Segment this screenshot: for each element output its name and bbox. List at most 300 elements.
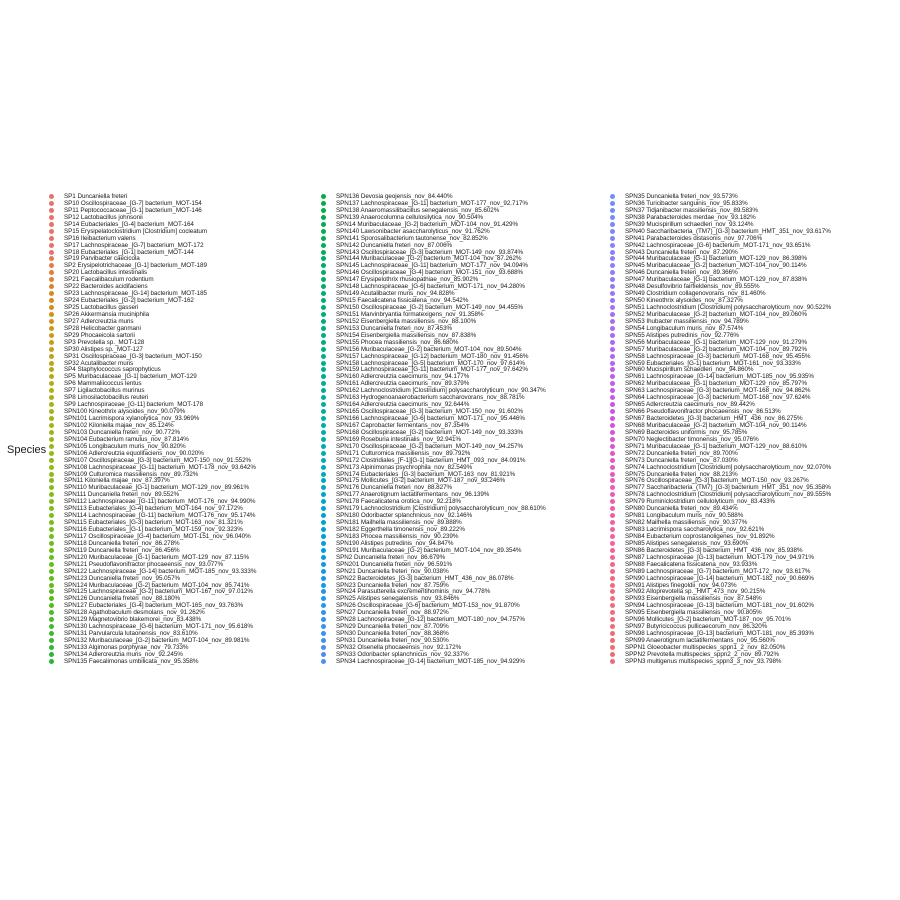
legend-label: SPN140 Lawsonibacter asaccharolyticus_nov_91.762% — [336, 227, 490, 235]
legend-key-dot — [610, 645, 615, 650]
legend-label: SPN141 Sporosalibacterium tautonense_nov_82.852% — [336, 234, 488, 242]
legend-label: SPN15 Faecalicatena fissicatena_nov_94.542% — [336, 297, 469, 305]
legend-key-dot — [49, 589, 54, 594]
legend-key-dot — [49, 430, 54, 435]
legend-key-dot — [321, 388, 326, 393]
legend-label: SP26 Akkermansia muciniphila — [64, 310, 150, 318]
legend-key-dot — [610, 222, 615, 227]
legend-key-dot — [610, 347, 615, 352]
legend-key-dot — [610, 596, 615, 601]
legend-label: SPN162 Lachnoclostridium [Clostridium] polysaccharolyticum_nov_90.347% — [336, 387, 546, 395]
legend-key-dot — [49, 208, 54, 213]
legend-label: SPN120 Muribaculaceae_[G-1] bacterium_MOT-129_nov_87.115% — [64, 553, 249, 561]
legend-label: SPN135 Faecalimonas umbilicata_nov_95.358% — [64, 657, 199, 665]
legend-key-dot — [610, 541, 615, 546]
legend-label: SPN35 Duncaniella freteri_nov_93.573% — [625, 193, 738, 200]
legend-key-dot — [321, 478, 326, 483]
legend-label: SPN52 Muribaculaceae_[G-2] bacterium_MOT-104_nov_89.060% — [625, 310, 808, 318]
legend-key-dot — [610, 520, 615, 525]
legend-key-dot — [610, 201, 615, 206]
legend-key-dot — [49, 541, 54, 546]
legend-key-dot — [321, 603, 326, 608]
legend-label: SPN176 Duncaniella freteri_nov_88.827% — [336, 484, 453, 492]
legend-label: SPN91 Alistipes finegoldii_nov_94.073% — [625, 581, 737, 589]
legend-key-dot — [49, 236, 54, 241]
legend-label: SPN201 Duncaniella freteri_nov_96.591% — [336, 560, 453, 568]
legend-label: SPN150 Oscillospiraceae_[G-2] bacterium_MOT-149_nov_94.455% — [336, 304, 524, 311]
legend-key-dot — [321, 395, 326, 400]
legend-label: SPN87 Lachnospiraceae_[G-13] bacterium_MOT-179_nov_94.971% — [625, 553, 814, 561]
legend-key-dot — [610, 361, 615, 366]
legend-key-dot — [49, 583, 54, 588]
legend-key-dot — [321, 513, 326, 518]
legend-label: SPN114 Lachnospiraceae_[G-11] bacterium_MOT-176_nov_95.174% — [64, 512, 256, 520]
legend-label: SPN112 Lachnospiraceae_[G-11] bacterium_MOT-176_nov_94.990% — [64, 498, 256, 506]
legend-key-dot — [49, 492, 54, 497]
legend-label: SPN88 Faecalicatena fissicatena_nov_93.933% — [625, 560, 758, 568]
legend-key-dot — [49, 388, 54, 393]
legend-label: SPN90 Lachnospiraceae_[G-14] bacterium_MOT-182_nov_90.669% — [625, 574, 814, 582]
legend-label: SPN152 Eisenbergiella massiliensis_nov_88.100% — [336, 317, 477, 325]
legend-key-dot — [610, 326, 615, 331]
legend-key-dot — [610, 569, 615, 574]
legend-label: SPN40 Saccharibacteria_(TM7)_[G-3] bacterium_HMT_351_nov_93.617% — [625, 227, 831, 235]
legend-label: SPN101 Lacrimispora xylanolytica_nov_93.969% — [64, 415, 200, 422]
legend-label: SPN50 Kineothrix alysoides_nov_87.327% — [625, 297, 743, 305]
legend-label: SP2 Erysipelotrichaceae_[G-1] bacterium_MOT-189 — [64, 262, 207, 270]
legend-label: SPN128 Agathobaculum desmolans_nov_91.262% — [64, 609, 205, 617]
legend-key-dot — [49, 638, 54, 643]
legend-label: SP21 Faecalibaculum rodentium — [64, 276, 154, 284]
legend-label: SP15 Erysipelatoclostridium [Clostridium] cocleatum — [64, 227, 208, 235]
legend-label: SPN93 Eisenbergiella massiliensis_nov_87.548% — [625, 595, 762, 603]
legend-label: SP23 Lachnospiraceae_[G-14] bacterium_MOT-185 — [64, 290, 208, 298]
legend-label: SPN30 Duncaniella freteri_nov_88.368% — [336, 630, 449, 638]
legend-key-dot — [610, 194, 615, 199]
legend-key-dot — [321, 194, 326, 199]
legend-label: SPN163 Hydrogenoanaerobacterium saccharovorans_nov_88.781% — [336, 394, 525, 402]
legend-key-dot — [49, 319, 54, 324]
legend-label: SPN168 Oscillospiraceae_[G-2] bacterium_MOT-149_nov_93.333% — [336, 428, 524, 436]
legend-label: SPN74 Lachnoclostridium [Clostridium] polysaccharolyticum_nov_92.070% — [625, 463, 832, 471]
legend-label: SPN63 Lachnospiraceae_[G-3] bacterium_MOT-168_nov_94.862% — [625, 387, 811, 395]
legend-title: Species — [7, 444, 47, 456]
legend-label: SPN72 Duncaniella freteri_nov_89.700% — [625, 449, 738, 457]
legend-key-dot — [321, 645, 326, 650]
legend-label: SPN143 Oscillospiraceae_[G-3] bacterium_MOT-149_nov_93.874% — [336, 248, 524, 256]
legend-key-dot — [610, 354, 615, 359]
legend-label: SP24 Eubacteriales_[G-2] bacterium_MOT-162 — [64, 297, 194, 305]
legend-key-dot — [321, 367, 326, 372]
legend-key-dot — [321, 624, 326, 629]
legend-label: SPN85 Alistipes senegalensis_nov_93.690% — [625, 539, 749, 547]
legend-label: SPPN3 multigenus multispecies_sppn3_3_nov_93.798% — [625, 657, 782, 665]
legend-label: SPN122 Lachnospiraceae_[G-14] bacterium_MOT-185_nov_93.333% — [64, 567, 257, 575]
legend-label: SPN23 Duncaniella freteri_nov_87.759% — [336, 581, 449, 589]
legend-label: SPN65 Adlercreutzia caecimuris_nov_89.442% — [625, 401, 755, 409]
legend-key-dot — [321, 610, 326, 615]
legend-key-dot — [49, 485, 54, 490]
legend-label: SPN25 Alistipes senegalensis_nov_93.846% — [336, 595, 460, 603]
legend-key-dot — [610, 659, 615, 664]
legend-label: SPN32 Olsenella phocaeensis_nov_92.172% — [336, 643, 462, 651]
legend-key-dot — [321, 638, 326, 643]
legend-label: SP29 Phocaeicola sartorii — [64, 331, 135, 339]
legend-label: SPPN1 Gloeobacter multispecies_sppn1_2_nov_82.050% — [625, 643, 786, 651]
legend-key-dot — [49, 548, 54, 553]
legend-key-dot — [321, 583, 326, 588]
legend-label: SPN117 Oscillospiraceae_[G-4] bacterium_MOT-151_nov_96.040% — [64, 532, 251, 540]
legend-label: SPN39 Mucispirillum schaedleri_nov_93.124% — [625, 220, 754, 228]
legend-label: SPN110 Muribaculaceae_[G-1] bacterium_MOT-129_nov_89.961% — [64, 484, 249, 492]
legend-label: SP28 Helicobacter ganmani — [64, 324, 141, 332]
legend-key-dot — [321, 423, 326, 428]
legend-key-dot — [321, 562, 326, 567]
legend-key-dot — [610, 478, 615, 483]
legend-label: SPN111 Duncaniella freteri_nov_89.552% — [64, 491, 180, 499]
legend-label: SP1 Duncaniella freteri — [64, 193, 128, 200]
legend-label: SPN116 Eubacteriales_[G-1] bacterium_MOT-159_nov_92.323% — [64, 526, 243, 533]
legend-label: SPN62 Muribaculaceae_[G-1] bacterium_MOT-129_nov_85.797% — [625, 380, 808, 388]
legend-key-dot — [49, 478, 54, 483]
legend-key-dot — [610, 638, 615, 643]
legend-key-dot — [610, 555, 615, 560]
legend-label: SPN2 Duncaniella freteri_nov_86.679% — [336, 553, 446, 561]
legend-label: SPN75 Duncaniella freteri_nov_88.213% — [625, 470, 738, 478]
legend-label: SPN109 Culturomica massiliensis_nov_89.732% — [64, 470, 199, 478]
legend-label: SPN61 Lachnospiraceae_[G-14] bacterium_MOT-185_nov_95.935% — [625, 373, 814, 381]
legend-key-dot — [321, 499, 326, 504]
legend-key-dot — [610, 236, 615, 241]
legend-label: SP3 Prevotella sp._MOT-128 — [64, 338, 145, 346]
legend-label: SPN166 Lachnospiraceae_[G-6] bacterium_MOT-171_nov_95.446% — [336, 415, 525, 422]
legend-label: SPN148 Lachnospiraceae_[G-6] bacterium_MOT-171_nov_94.280% — [336, 283, 525, 291]
legend-label: SPN83 Lacrimispora saccharolytica_nov_92.621% — [625, 526, 765, 533]
legend-label: SPN139 Anaerocolumna cellulosilytica_nov_90.504% — [336, 213, 484, 221]
legend-key-dot — [610, 527, 615, 532]
legend-key-dot — [321, 374, 326, 379]
legend-label: SPN132 Muribaculaceae_[G-2] bacterium_MOT-104_nov_89.981% — [64, 637, 250, 644]
legend-label: SPN145 Lachnospiraceae_[G-11] bacterium_MOT-177_nov_94.094% — [336, 262, 528, 270]
legend-key-dot — [49, 229, 54, 234]
legend-label: SPN108 Lachnospiraceae_[G-11] bacterium_MOT-178_nov_93.642% — [64, 463, 256, 471]
legend-key-dot — [610, 458, 615, 463]
legend-label: SPN47 Muribaculaceae_[G-1] bacterium_MOT-129_nov_87.838% — [625, 276, 808, 284]
legend-label: SPN118 Duncaniella freteri_nov_86.278% — [64, 539, 180, 547]
legend-key-dot — [610, 506, 615, 511]
legend-key-dot — [49, 472, 54, 477]
legend-key-dot — [321, 576, 326, 581]
legend-key-dot — [49, 354, 54, 359]
legend-key-dot — [321, 555, 326, 560]
legend-label: SPN100 Kineothrix alysoides_nov_90.079% — [64, 408, 186, 416]
legend-key-dot — [610, 381, 615, 386]
legend-label: SPN76 Oscillospiraceae_[G-3] bacterium_MOT-150_nov_93.267% — [625, 477, 809, 485]
legend-key-dot — [49, 402, 54, 407]
legend-label: SPN82 Mailhella massiliensis_nov_90.377% — [625, 519, 748, 527]
legend-label: SPN59 Eubacteriales_[G-1] bacterium_MOT-161_nov_93.333% — [625, 359, 801, 367]
legend-key-dot — [49, 506, 54, 511]
legend-label: SPN190 Alistipes putredinis_nov_94.847% — [336, 539, 454, 547]
legend-label: SPN133 Algimonas porphyrae_nov_79.733% — [64, 643, 189, 651]
legend-key-dot — [49, 222, 54, 227]
legend-label: SPN153 Duncaniella freteri_nov_87.453% — [336, 324, 453, 332]
legend-key-dot — [321, 291, 326, 296]
legend-key-dot — [49, 409, 54, 414]
legend-key-dot — [610, 472, 615, 477]
legend-label: SPN146 Oscillospiraceae_[G-4] bacterium_MOT-151_nov_93.688% — [336, 269, 524, 277]
legend-label: SPN134 Adlercreutzia muris_nov_92.245% — [64, 650, 183, 658]
legend-label: SPN171 Culturomica massiliensis_nov_89.792% — [336, 449, 471, 457]
legend-key-dot — [49, 270, 54, 275]
legend-key-dot — [321, 298, 326, 303]
legend-label: SPN147 Erysipelothrix rhusiopathiae_nov_85.902% — [336, 276, 479, 284]
legend-key-dot — [610, 333, 615, 338]
legend-label: SPN80 Duncaniella freteri_nov_89.434% — [625, 505, 738, 513]
legend-key-dot — [610, 548, 615, 553]
legend-key-dot — [49, 437, 54, 442]
legend-key-dot — [321, 215, 326, 220]
legend-key-dot — [49, 499, 54, 504]
legend-key-dot — [321, 361, 326, 366]
legend-key-dot — [49, 624, 54, 629]
legend-key-dot — [49, 423, 54, 428]
legend-key-dot — [49, 305, 54, 310]
legend-key-dot — [610, 534, 615, 539]
legend-key-dot — [321, 229, 326, 234]
legend-label: SPN55 Alistipes putredinis_nov_92.776% — [625, 331, 739, 339]
legend-key-dot — [49, 652, 54, 657]
legend-label: SPN169 Roseburia intestinalis_nov_92.941% — [336, 435, 462, 443]
legend-key-dot — [49, 562, 54, 567]
legend-label: SPN180 Odoribacter splanchnicus_nov_92.146% — [336, 512, 473, 520]
legend-key-dot — [610, 589, 615, 594]
legend-label: SPN11 Kiloniella majae_nov_87.397% — [64, 477, 170, 485]
legend-label: SPN21 Duncaniella freteri_nov_90.038% — [336, 567, 449, 575]
legend-label: SP16 Ileibacterium valens — [64, 234, 136, 242]
legend-key-dot — [49, 284, 54, 289]
legend-label: SPN161 Adlercreutzia caecimuris_nov_89.379% — [336, 380, 470, 388]
legend-label: SPN43 Duncaniella freteri_nov_87.290% — [625, 248, 738, 256]
legend-label: SP8 Limosilactobacillus reuteri — [64, 394, 149, 402]
legend-key-dot — [610, 263, 615, 268]
legend-key-dot — [610, 395, 615, 400]
legend-key-dot — [610, 215, 615, 220]
legend-key-dot — [321, 485, 326, 490]
legend-key-dot — [49, 333, 54, 338]
legend-label: SP19 Parvibacter caecicola — [64, 255, 140, 263]
legend-key-dot — [321, 617, 326, 622]
legend-label: SPN106 Adlercreutzia equolifaciens_nov_90.020% — [64, 449, 204, 457]
legend-label: SPN57 Muribaculaceae_[G-2] bacterium_MOT-104_nov_89.792% — [625, 345, 808, 353]
legend-key-dot — [49, 576, 54, 581]
legend-key-dot — [49, 555, 54, 560]
legend-label: SPN92 Alloprevotella sp._HMT_473_nov_90.215% — [625, 588, 766, 596]
legend-key-dot — [321, 548, 326, 553]
legend-label: SPN26 Oscillospiraceae_[G-6] bacterium_MOT-153_nov_91.870% — [336, 602, 520, 610]
legend-label: SPN48 Desulfovibrio fairfieldensis_nov_89.555% — [625, 283, 760, 291]
legend-key-dot — [49, 631, 54, 636]
legend-key-dot — [49, 215, 54, 220]
legend-key-dot — [610, 485, 615, 490]
legend-label: SPN159 Lachnospiraceae_[G-11] bacterium_MOT-177_nov_97.642% — [336, 366, 528, 374]
legend-label: SP32 Acutalibacter muris — [64, 359, 134, 367]
legend-label: SP30 Alistipes sp._MOT-127 — [64, 345, 143, 353]
legend-key-dot — [610, 340, 615, 345]
legend-label: SPN182 Eggerthella timonensis_nov_89.222% — [336, 526, 465, 533]
legend-label: SPN31 Duncaniella freteri_nov_90.530% — [336, 637, 449, 644]
legend-label: SPN96 Mollicutes_[G-2] bacterium_MOT-187_nov_95.701% — [625, 616, 791, 624]
legend-key-dot — [49, 347, 54, 352]
legend-key-dot — [610, 562, 615, 567]
legend-label: SPN183 Phocea massiliensis_nov_90.239% — [336, 532, 459, 540]
legend-label: SPN14 Muribaculaceae_[G-2] bacterium_MOT-104_nov_91.429% — [336, 220, 519, 228]
legend-key-dot — [321, 430, 326, 435]
legend-label: SPN95 Eisenbergiella massiliensis_nov_90.805% — [625, 609, 762, 617]
legend-key-dot — [49, 513, 54, 518]
legend-label: SPN79 Ruminiclostridium cellulolyticum_nov_83.433% — [625, 498, 776, 506]
legend-label: SPN173 Alpinimonas psychrophila_nov_82.549% — [336, 463, 473, 471]
legend-label: SPN138 Anaeromassilibacillus senegalensis_nov_85.602% — [336, 206, 500, 214]
legend-label: SPN127 Eubacteriales_[G-4] bacterium_MOT-165_nov_93.763% — [64, 602, 244, 610]
legend-key-dot — [610, 229, 615, 234]
legend-label: SPN177 Anaerotignum lactatifermentans_nov_96.139% — [336, 491, 490, 499]
legend-label: SPN175 Mollicutes_[G-2] bacterium_MOT-187_nov_93.246% — [336, 477, 506, 485]
legend-key-dot — [321, 222, 326, 227]
legend-label: SPN53 Ihubacter massiliensis_nov_94.789% — [625, 317, 749, 325]
legend-key-dot — [610, 513, 615, 518]
legend-key-dot — [610, 367, 615, 372]
legend-key-dot — [49, 201, 54, 206]
legend-key-dot — [321, 347, 326, 352]
legend-key-dot — [610, 430, 615, 435]
legend-label: SPN44 Muribaculaceae_[G-1] bacterium_MOT-129_nov_86.398% — [625, 255, 808, 263]
legend-label: SP6 Mammaliicoccus lentus — [64, 380, 142, 388]
legend-key-dot — [321, 333, 326, 338]
legend-label: SPPN2 Prevotella multispecies_sppn2_2_nov_89.792% — [625, 650, 780, 658]
legend-label: SPN38 Parabacteroides merdae_nov_93.182% — [625, 213, 756, 221]
legend-label: SPN191 Muribaculaceae_[G-2] bacterium_MOT-104_nov_89.354% — [336, 546, 522, 554]
legend-label: SPN130 Lachnospiraceae_[G-6] bacterium_MOT-171_nov_95.618% — [64, 623, 253, 631]
legend-key-dot — [610, 319, 615, 324]
legend-key-dot — [49, 659, 54, 664]
legend-label: SPN142 Duncaniella freteri_nov_87.006% — [336, 241, 453, 249]
legend-label: SPN94 Lachnospiraceae_[G-13] bacterium_MOT-181_nov_91.602% — [625, 602, 814, 610]
legend-key-dot — [321, 250, 326, 255]
legend-key-dot — [321, 506, 326, 511]
legend-key-dot — [610, 243, 615, 248]
legend-label: SPN77 Saccharibacteria_(TM7)_[G-3] bacterium_HMT_351_nov_95.358% — [625, 484, 831, 492]
legend-label: SPN174 Eubacteriales_[G-3] bacterium_MOT-163_nov_81.921% — [336, 470, 516, 478]
legend-key-dot — [49, 645, 54, 650]
legend-key-dot — [610, 631, 615, 636]
legend-key-dot — [610, 298, 615, 303]
legend-label: SPN46 Duncaniella freteri_nov_89.366% — [625, 269, 738, 277]
legend-label: SPN67 Bacteroidetes_[G-3] bacterium_HMT_436_nov_86.275% — [625, 415, 803, 422]
legend-key-dot — [321, 659, 326, 664]
legend-label: SPN164 Adlercreutzia caecimuris_nov_92.644% — [336, 401, 470, 409]
legend-label: SPN29 Duncaniella freteri_nov_87.709% — [336, 623, 449, 631]
legend-label: SP17 Lachnospiraceae_[G-7] bacterium_MOT-172 — [64, 241, 204, 249]
legend-label: SPN105 Longibaculum muris_nov_90.820% — [64, 442, 186, 450]
legend-key-dot — [610, 465, 615, 470]
legend-key-dot — [610, 437, 615, 442]
legend-label: SPN156 Muribaculaceae_[G-2] bacterium_MOT-104_nov_89.504% — [336, 345, 522, 353]
legend-key-dot — [49, 617, 54, 622]
legend-label: SPN73 Duncaniella freteri_nov_87.030% — [625, 456, 738, 464]
legend-label: SPN131 Parvularcula lutaonensis_nov_83.610% — [64, 630, 198, 638]
legend-key-dot — [610, 583, 615, 588]
legend-key-dot — [49, 194, 54, 199]
legend-key-dot — [321, 472, 326, 477]
legend-key-dot — [321, 437, 326, 442]
legend-label: SPN70 Neglectibacter timonensis_nov_95.076% — [625, 435, 759, 443]
legend-key-dot — [610, 208, 615, 213]
legend-label: SPN126 Duncaniella freteri_nov_88.180% — [64, 595, 181, 603]
legend-key-dot — [610, 270, 615, 275]
legend-key-dot — [610, 610, 615, 615]
legend-key-dot — [321, 381, 326, 386]
legend-key-dot — [321, 270, 326, 275]
legend-label: SPN160 Adlercreutzia caecimuris_nov_94.177% — [336, 373, 470, 381]
legend-label: SPN170 Oscillospiraceae_[G-2] bacterium_MOT-149_nov_94.257% — [336, 442, 524, 450]
legend-key-dot — [321, 319, 326, 324]
legend-key-dot — [49, 243, 54, 248]
legend-key-dot — [610, 291, 615, 296]
legend-key-dot — [49, 458, 54, 463]
legend-key-dot — [49, 603, 54, 608]
legend-key-dot — [321, 458, 326, 463]
legend-label: SP12 Lactobacillus johnsonii — [64, 213, 143, 221]
legend-label: SPN33 Odoribacter splanchnicus_nov_92.337% — [336, 650, 469, 658]
legend-label: SPN178 Faecalicatena orotica_nov_92.218% — [336, 498, 462, 506]
legend-label: SPN36 Turicibacter sanguinis_nov_95.833% — [625, 199, 748, 207]
legend-key-dot — [49, 451, 54, 456]
legend-label: SPN71 Muribaculaceae_[G-1] bacterium_MOT-129_nov_88.610% — [625, 442, 808, 450]
legend-key-dot — [610, 652, 615, 657]
legend-label: SPN60 Mucispirillum schaedleri_nov_94.860% — [625, 366, 754, 374]
legend-key-dot — [49, 312, 54, 317]
legend-label: SPN157 Lachnospiraceae_[G-12] bacterium_MOT-180_nov_91.456% — [336, 352, 529, 360]
legend-key-dot — [321, 492, 326, 497]
legend-key-dot — [610, 416, 615, 421]
legend-key-dot — [49, 569, 54, 574]
legend-key-dot — [49, 361, 54, 366]
legend-label: SPN97 Butyricicoccus pullicaecorum_nov_86.320% — [625, 623, 768, 631]
legend-label: SPN24 Parasutterella excrementihominis_nov_94.778% — [336, 588, 491, 596]
legend-key-dot — [321, 451, 326, 456]
legend-label: SPN37 Tidjanibacter massiliensis_nov_89.583% — [625, 206, 758, 214]
legend-label: SP22 Bacteroides acidifaciens — [64, 283, 148, 291]
legend-label: SPN119 Duncaniella freteri_nov_86.456% — [64, 546, 180, 554]
legend-key-dot — [321, 284, 326, 289]
legend-label: SPN181 Mailhella massiliensis_nov_89.888% — [336, 519, 462, 527]
legend-label: SP5 Muribaculaceae_[G-1] bacterium_MOT-129 — [64, 373, 197, 381]
legend-label: SPN89 Lachnospiraceae_[G-7] bacterium_MOT-172_nov_93.617% — [625, 567, 811, 575]
legend-key-dot — [610, 388, 615, 393]
legend-label: SPN172 Clostridiales_[F-1][G-1] bacterium_HMT_093_nov_84.091% — [336, 456, 526, 464]
legend-label: SPN28 Lachnospiraceae_[G-12] bacterium_MOT-180_nov_94.757% — [336, 616, 525, 624]
legend-label: SPN42 Lachnospiraceae_[G-6] bacterium_MOT-171_nov_93.651% — [625, 241, 811, 249]
legend-label: SPN27 Duncaniella freteri_nov_88.972% — [336, 609, 449, 617]
legend-key-dot — [610, 624, 615, 629]
legend-label: SPN68 Muribaculaceae_[G-2] bacterium_MOT-104_nov_90.114% — [625, 421, 807, 429]
legend-label: SPN41 Parabacteroides distasonis_nov_97.706% — [625, 234, 763, 242]
legend-label: SP11 Peptococcaceae_[G-1] bacterium_MOT-146 — [64, 206, 202, 214]
legend-label: SPN107 Oscillospiraceae_[G-3] bacterium_MOT-150_nov_91.552% — [64, 456, 252, 464]
legend-key-dot — [321, 243, 326, 248]
legend-label: SP18 Eubacteriales_[G-1] bacterium_MOT-144 — [64, 248, 194, 256]
